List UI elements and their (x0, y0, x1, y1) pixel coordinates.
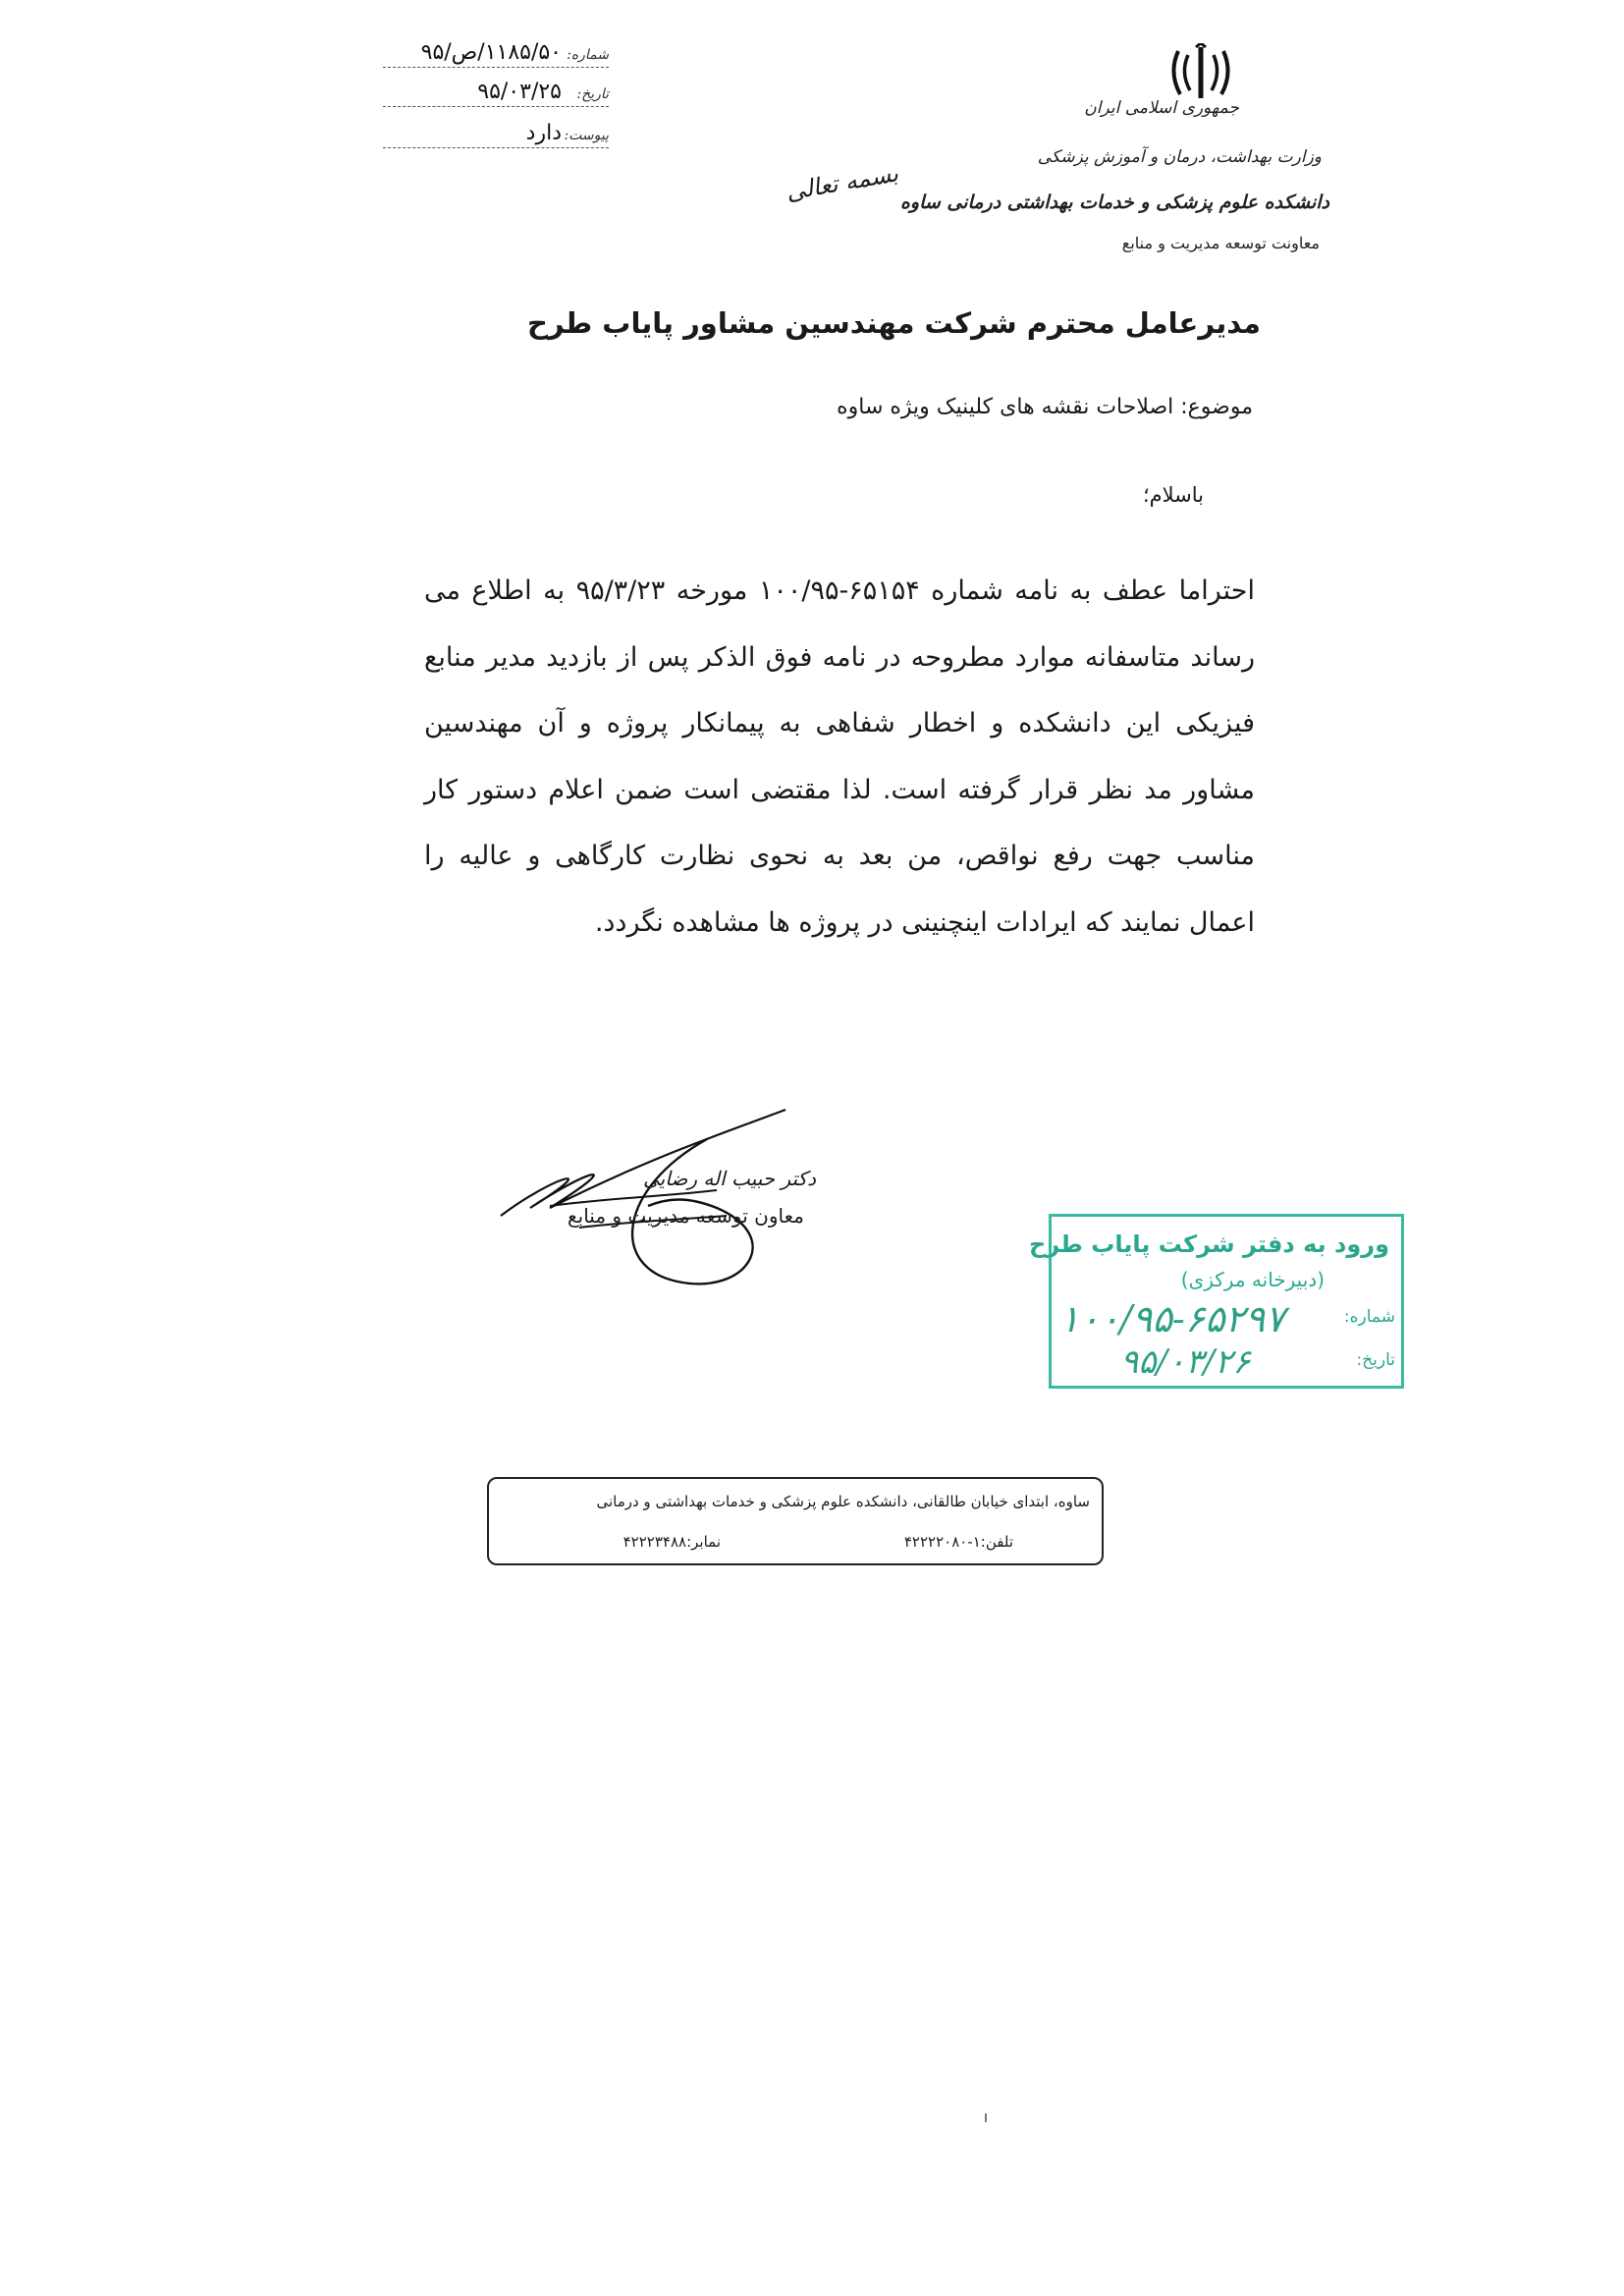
signatory-title: معاون توسعه مدیریت و منابع (568, 1204, 804, 1228)
letterhead-department: معاونت توسعه مدیریت و منابع (1121, 234, 1320, 252)
letterhead-ministry: وزارت بهداشت، درمان و آموزش پزشکی (1037, 147, 1322, 167)
footer-address: ساوه، ابتدای خیابان طالقانی، دانشکده علوم پزشکی و خدمات بهداشتی و درمانی (596, 1493, 1090, 1510)
footer-phone: تلفن:۱-۴۲۲۲۲۰۸۰ (903, 1533, 1013, 1551)
letter-attachment-value: دارد (525, 121, 562, 145)
letterhead-university: دانشکده علوم پزشکی و خدمات بهداشتی درمانی ساوه (899, 191, 1329, 213)
stamp-date-label: تاریخ: (1356, 1350, 1395, 1370)
letter-number-label: شماره: (567, 47, 609, 63)
letter-date-label: تاریخ: (576, 86, 609, 102)
letter-date-row (383, 71, 609, 107)
letter-greeting: باسلام؛ (1142, 483, 1204, 507)
letter-attachment-label: پیوست: (564, 128, 609, 143)
signatory-name: دکتر حبیب اله رضایی (643, 1167, 816, 1190)
stamp-date-value: ۹۵/۰۳/۲۶ (1120, 1342, 1251, 1382)
letterhead-country: جمهوری اسلامی ایران (1084, 98, 1239, 118)
stamp-number-label: شماره: (1343, 1307, 1395, 1327)
stamp-number-value: ۱۰۰/۹۵-۶۵۲۹۷ (1059, 1297, 1285, 1340)
scan-mark (985, 2113, 987, 2122)
letter-attachment-row (383, 112, 609, 148)
bismillah-heading: بسمه تعالی (784, 159, 900, 206)
footer-fax: نمابر:۴۲۲۲۳۴۸۸ (623, 1533, 721, 1551)
letter-body: احتراما عطف به نامه شماره ۶۵۱۵۴-۱۰۰/۹۵ مورخه ۹۵/۳/۲۳ به اطلاع می رساند متاسفانه موارد مطروحه در نامه فوق الذکر پس از بازدید مدیر منابع فیزیکی این دانشکده و اخطار شفاهی به پیمانکار پروژه و آن مهندسین مشاور مد نظر قرار گرفته است. لذا مقتضی است ضمن اعلام دستور کار مناسب جهت رفع نواقص، من بعد به نحوی نظارت کارگاهی و عالیه را اعمال نمایند که ایرادات اینچنینی در پروژه ها مشاهده نگردد. (424, 575, 1256, 938)
stamp-title: ورود به دفتر شرکت پایاب طرح (1029, 1230, 1389, 1258)
addressee-heading: مدیرعامل محترم شرکت مهندسین مشاور پایاب طرح (526, 306, 1261, 340)
letter-number-value: ۱۱۸۵/۵۰/ص/۹۵ (420, 40, 562, 65)
footer-contact-box (487, 1477, 1104, 1565)
letter-number-row (383, 31, 609, 68)
receipt-stamp (1029, 1214, 1404, 1389)
stamp-subtitle: (دبیرخانه مرکزی) (1180, 1268, 1325, 1291)
letter-date-value: ۹۵/۰۳/۲۵ (477, 80, 562, 104)
letter-subject: موضوع: اصلاحات نقشه های کلینیک ویژه ساوه (837, 395, 1253, 419)
iran-emblem-icon (1166, 43, 1235, 102)
